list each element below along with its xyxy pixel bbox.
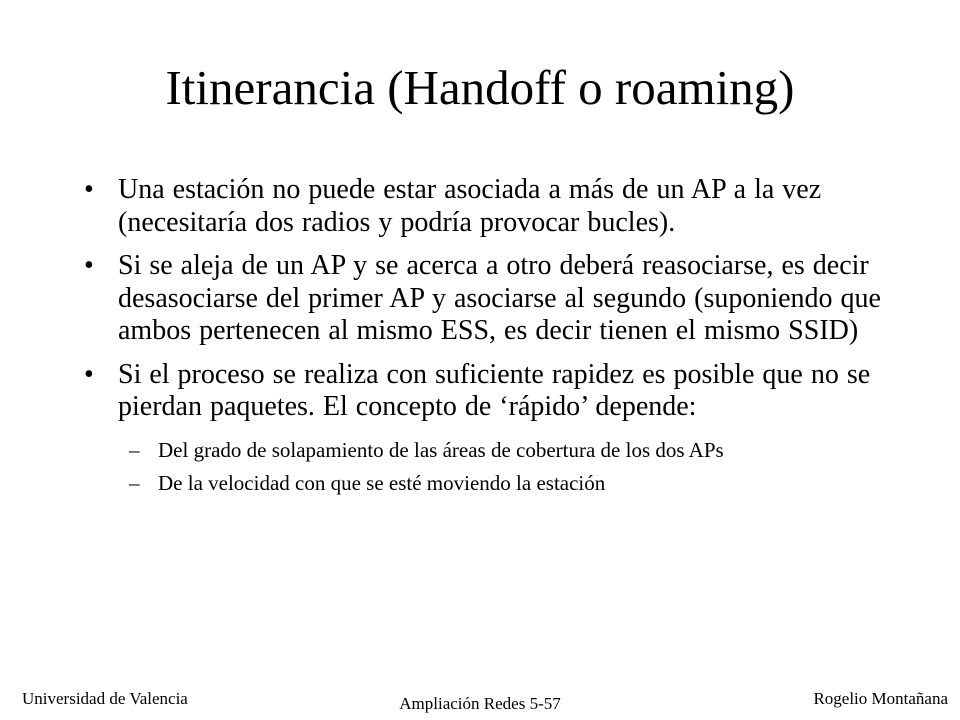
sub-bullet-item: [84, 468, 904, 498]
bullet-marker: •: [84, 174, 94, 205]
footer-course-page: Ampliación Redes 5-57: [399, 694, 561, 713]
bullet-item: [84, 359, 904, 424]
sub-bullet-item: [84, 435, 904, 465]
bullet-item: [84, 174, 904, 239]
sub-bullet-text: De la velocidad con que se esté moviendo la estación: [158, 470, 606, 495]
sub-bullet-marker: –: [129, 437, 140, 462]
sub-bullet-marker: –: [129, 470, 140, 495]
bullet-text: Si el proceso se realiza con suficiente rapidez es posible que no se pierdan paquetes. El concepto de ‘rápido’ depende:: [118, 358, 871, 422]
slide-title: Itinerancia (Handoff o roaming): [165, 60, 795, 115]
footer-university: Universidad de Valencia: [22, 689, 188, 708]
bullet-item: [84, 250, 904, 348]
bullet-marker: •: [84, 358, 94, 390]
bullet-marker: •: [84, 250, 94, 281]
slide-content: [84, 174, 904, 498]
footer-author: Rogelio Montañana: [813, 689, 948, 708]
sub-bullet-text: Del grado de solapamiento de las áreas de cobertura de los dos APs: [158, 437, 724, 462]
bullet-text: Si se aleja de un AP y se acerca a otro deberá reasociarse, es decir desasociarse del primer AP y asociarse al segundo (suponiendo que ambos pertenecen al mismo ESS, es decir tienen el mismo SSID): [118, 250, 881, 346]
bullet-text: Una estación no puede estar asociada a más de un AP a la vez (necesitaría dos radios y podría provocar bucles).: [118, 174, 822, 238]
